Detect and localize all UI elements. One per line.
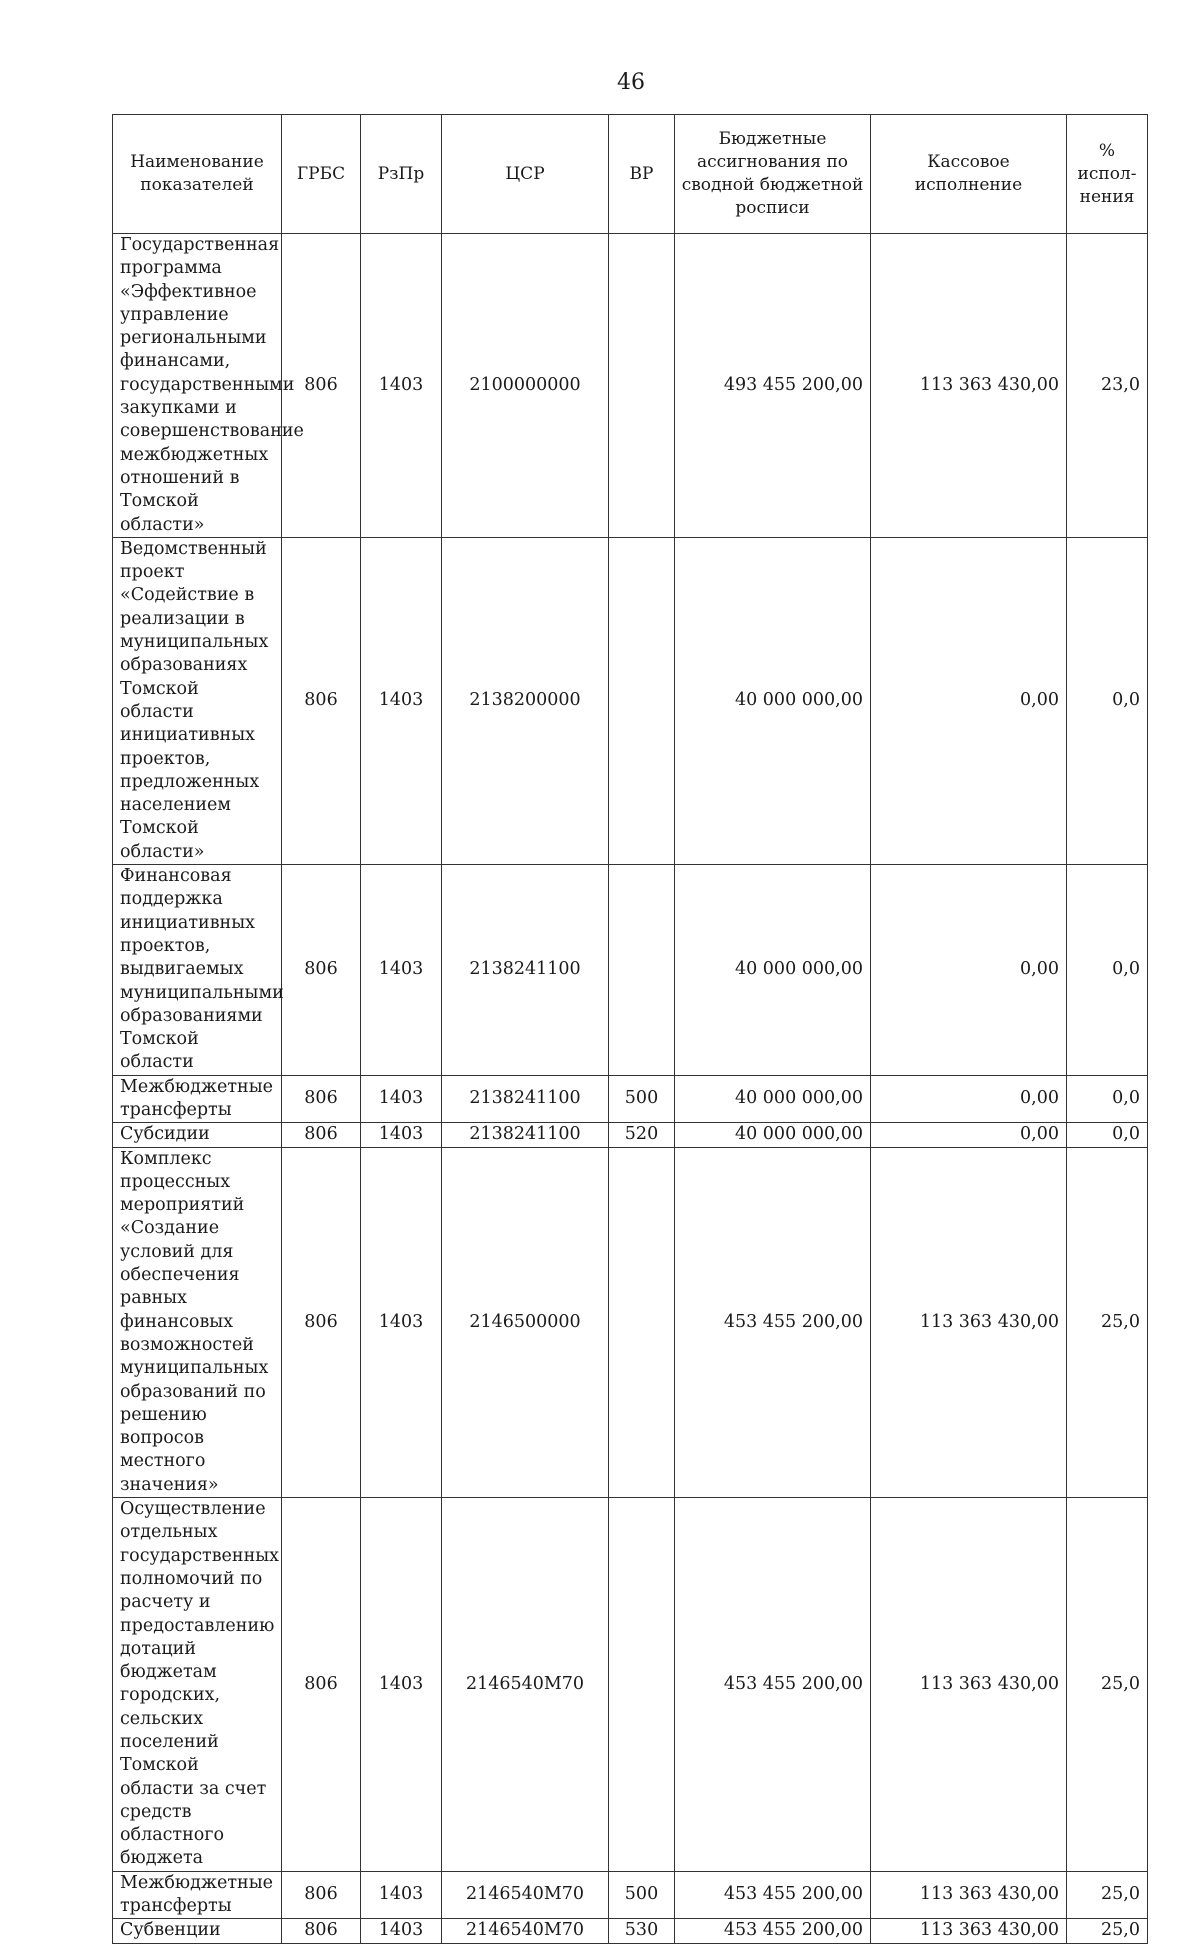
- row-cash: 113 363 430,00: [871, 1919, 1067, 1943]
- row-vr: [609, 1498, 675, 1872]
- row-vr: 500: [609, 1075, 675, 1123]
- row-vr: 520: [609, 1123, 675, 1147]
- row-vr: [609, 865, 675, 1076]
- row-budget: 40 000 000,00: [675, 537, 871, 864]
- row-grbs: 806: [282, 1871, 361, 1919]
- row-budget: 40 000 000,00: [675, 1075, 871, 1123]
- row-cash: 113 363 430,00: [871, 234, 1067, 538]
- row-vr: 530: [609, 1919, 675, 1943]
- row-pct: 0,0: [1067, 1075, 1148, 1123]
- row-rzpr: 1403: [361, 1147, 442, 1497]
- table-row: [113, 1147, 1148, 1497]
- row-rzpr: 1403: [361, 1498, 442, 1872]
- header-vr: ВР: [609, 115, 675, 234]
- row-grbs: 806: [282, 1498, 361, 1872]
- row-cash: 0,00: [871, 1075, 1067, 1123]
- row-cash: 113 363 430,00: [871, 1871, 1067, 1919]
- row-budget: 453 455 200,00: [675, 1147, 871, 1497]
- row-csr: 2138241100: [442, 865, 609, 1076]
- row-grbs: 806: [282, 1147, 361, 1497]
- row-budget: 453 455 200,00: [675, 1871, 871, 1919]
- row-cash: 0,00: [871, 1123, 1067, 1147]
- row-name: Межбюджетные трансферты: [113, 1871, 282, 1919]
- header-grbs: ГРБС: [282, 115, 361, 234]
- row-cash: 0,00: [871, 865, 1067, 1076]
- row-csr: 2146540М70: [442, 1498, 609, 1872]
- row-rzpr: 1403: [361, 1075, 442, 1123]
- row-pct: 25,0: [1067, 1498, 1148, 1872]
- row-name: Ведомственный проект «Содействие в реализации в муниципальных образованиях Томской области инициативных проектов, предложенных населением Томской области»: [113, 537, 282, 864]
- table-row: [113, 1498, 1148, 1872]
- row-budget: 453 455 200,00: [675, 1919, 871, 1943]
- budget-execution-table: [112, 114, 1148, 1944]
- header-pct: % испол-нения: [1067, 115, 1148, 234]
- row-csr: 2138241100: [442, 1123, 609, 1147]
- table-row: [113, 1123, 1148, 1147]
- row-vr: [609, 537, 675, 864]
- row-budget: 40 000 000,00: [675, 1123, 871, 1147]
- row-rzpr: 1403: [361, 1919, 442, 1943]
- row-csr: 2146540М70: [442, 1919, 609, 1943]
- table-row: [113, 1871, 1148, 1919]
- row-pct: 25,0: [1067, 1147, 1148, 1497]
- table-row: [113, 1919, 1148, 1943]
- row-budget: 40 000 000,00: [675, 865, 871, 1076]
- row-cash: 0,00: [871, 537, 1067, 864]
- row-grbs: 806: [282, 537, 361, 864]
- row-pct: 0,0: [1067, 1123, 1148, 1147]
- row-pct: 0,0: [1067, 537, 1148, 864]
- row-rzpr: 1403: [361, 234, 442, 538]
- row-grbs: 806: [282, 1123, 361, 1147]
- row-csr: 2146540М70: [442, 1871, 609, 1919]
- table-row: [113, 1075, 1148, 1123]
- row-name: Комплекс процессных мероприятий «Создание условий для обеспечения равных финансовых возможностей муниципальных образований по решению вопросов местного значения»: [113, 1147, 282, 1497]
- row-pct: 25,0: [1067, 1871, 1148, 1919]
- row-vr: [609, 234, 675, 538]
- row-name: Субвенции: [113, 1919, 282, 1943]
- row-csr: 2138200000: [442, 537, 609, 864]
- row-name: Межбюджетные трансферты: [113, 1075, 282, 1123]
- row-rzpr: 1403: [361, 537, 442, 864]
- row-grbs: 806: [282, 234, 361, 538]
- row-budget: 493 455 200,00: [675, 234, 871, 538]
- row-vr: 500: [609, 1871, 675, 1919]
- row-vr: [609, 1147, 675, 1497]
- header-csr: ЦСР: [442, 115, 609, 234]
- table-header-row: [113, 115, 1148, 234]
- row-grbs: 806: [282, 1919, 361, 1943]
- row-csr: 2100000000: [442, 234, 609, 538]
- header-name: Наименование показателей: [113, 115, 282, 234]
- page-number: 46: [617, 70, 645, 95]
- row-csr: 2138241100: [442, 1075, 609, 1123]
- row-rzpr: 1403: [361, 865, 442, 1076]
- row-rzpr: 1403: [361, 1871, 442, 1919]
- row-pct: 0,0: [1067, 865, 1148, 1076]
- row-cash: 113 363 430,00: [871, 1147, 1067, 1497]
- row-pct: 23,0: [1067, 234, 1148, 538]
- row-cash: 113 363 430,00: [871, 1498, 1067, 1872]
- row-grbs: 806: [282, 865, 361, 1076]
- row-name: Субсидии: [113, 1123, 282, 1147]
- row-name: Государственная программа «Эффективное управление региональными финансами, государственными закупками и совершенствование межбюджетных отношений в Томской области»: [113, 234, 282, 538]
- row-csr: 2146500000: [442, 1147, 609, 1497]
- table-row: [113, 537, 1148, 864]
- row-pct: 25,0: [1067, 1919, 1148, 1943]
- row-grbs: 806: [282, 1075, 361, 1123]
- row-rzpr: 1403: [361, 1123, 442, 1147]
- header-rzpr: РзПр: [361, 115, 442, 234]
- row-name: Осуществление отдельных государственных полномочий по расчету и предоставлению дотаций бюджетам городских, сельских поселений Томской области за счет средств областного бюджета: [113, 1498, 282, 1872]
- row-budget: 453 455 200,00: [675, 1498, 871, 1872]
- table-row: [113, 234, 1148, 538]
- header-budget: Бюджетные ассигнования по сводной бюджетной росписи: [675, 115, 871, 234]
- header-cash: Кассовое исполнение: [871, 115, 1067, 234]
- table-row: [113, 865, 1148, 1076]
- row-name: Финансовая поддержка инициативных проектов, выдвигаемых муниципальными образованиями Томской области: [113, 865, 282, 1076]
